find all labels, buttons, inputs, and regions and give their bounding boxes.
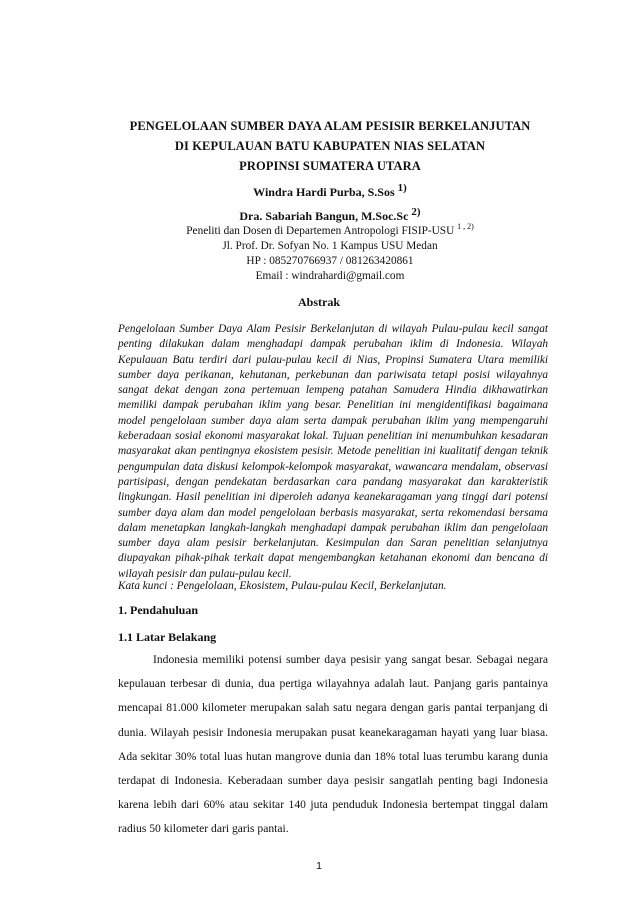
title-line-3: PROPINSI SUMATERA UTARA [239,159,421,173]
affiliation-address: Jl. Prof. Dr. Sofyan No. 1 Kampus USU Medan [222,239,438,252]
affiliation-institution: Peneliti dan Dosen di Departemen Antropologi FISIP-USU [186,224,455,237]
author-1-name: Windra Hardi Purba, S.Sos [253,185,395,199]
author-1 [140,178,520,202]
affiliation-email: Email : windrahardi@gmail.com [255,269,405,282]
abstract-text: Pengelolaan Sumber Daya Alam Pesisir Berkelanjutan di wilayah Pulau-pulau kecil sangat penting dilakukan dalam menghadapi dampak perubahan iklim di Indonesia. Wilayah Kepulauan Batu terdiri dari pulau-pulau kecil di Nias, Propinsi Sumatera Utara memiliki sumber daya perikanan, kehutanan, perkebunan dan pariwisata tetapi posisi wilayahnya sangat dekat dengan zona pertemuan lempeng patahan Samudera Hindia dikhawatirkan memiliki dampak perubahan iklim yang besar. Penelitian ini mengidentifikasi bagaimana model pengelolaan sumber daya alam serta dampak perubahan iklim yang mempengaruhi keberadaan sosial ekonomi masyarakat lokal. Tujuan penelitian ini menumbuhkan kesadaran masyarakat akan pentingnya ekosistem pesisir. Metode penelitian ini kualitatif dengan teknik pengumpulan data diskusi kelompok-kelompok masyarakat, wawancara mendalam, observasi partisipasi, dengan pendekatan berdasarkan cara pandang masyarakat dan karakteristik lingkungan. Hasil penelitian ini diperoleh adanya keanekaragaman yang tinggi dari potensi sumber daya alam dan model pengelolaan berbasis masyarakat, serta rekomendasi bersama dalam menetapkan langkah-langkah menghadapi dampak perubahan iklim dan pengelolaan sumber daya alam pesisir berkelanjutan. Kesimpulan dan Saran penelitian selanjutnya diupayakan pihak-pihak terkait dapat mengembangkan ketahanan ekonomi dan bencana di wilayah pesisir dan pulau-pulau kecil. [118,323,548,580]
affiliation-line-1 [130,219,530,239]
title-line-2: DI KEPULAUAN BATU KABUPATEN NIAS SELATAN [174,139,486,153]
keywords: Kata kunci : Pengelolaan, Ekosistem, Pulau-pulau Kecil, Berkelanjutan. [118,580,447,592]
page-number: 1 [316,860,322,872]
body-paragraph: Indonesia memiliki potensi sumber daya pesisir yang sangat besar. Sebagai negara kepulauan terbesar di dunia, dua pertiga wilayahnya adalah laut. Panjang garis pantainya mencapai 81.000 kilometer merupakan salah satu negara dengan garis pantai terpanjang di dunia. Wilayah pesisir Indonesia merupakan pusat keanekaragaman hayati yang luar biasa. Ada sekitar 30% total luas hutan mangrove dunia dan 18% total luas terumbu karang dunia terdapat di Indonesia. Keberadaan sumber daya pesisir sangatlah penting bagi Indonesia karena lebih dari 60% atau sekitar 140 juta penduduk Indonesia bertempat tinggal dalam radius 50 kilometer dari garis pantai. [118,653,548,836]
abstract-body [118,322,548,582]
author-2-name: Dra. Sabariah Bangun, M.Soc.Sc [239,209,409,223]
body-paragraph-block [118,648,548,842]
author-1-mark: 1) [397,182,407,194]
affiliation-mark: 1 , 2) [457,222,474,231]
author-2-mark: 2) [411,206,421,218]
title-line-1: PENGELOLAAN SUMBER DAYA ALAM PESISIR BERKELANJUTAN [129,119,531,133]
affiliation-phone: HP : 085270766937 / 081263420861 [246,254,414,267]
abstract-heading: Abstrak [297,295,340,309]
affiliation-block [130,219,530,284]
subsection-heading: 1.1 Latar Belakang [118,630,217,644]
section-heading: 1. Pendahuluan [118,603,199,617]
paper-title [110,116,550,176]
